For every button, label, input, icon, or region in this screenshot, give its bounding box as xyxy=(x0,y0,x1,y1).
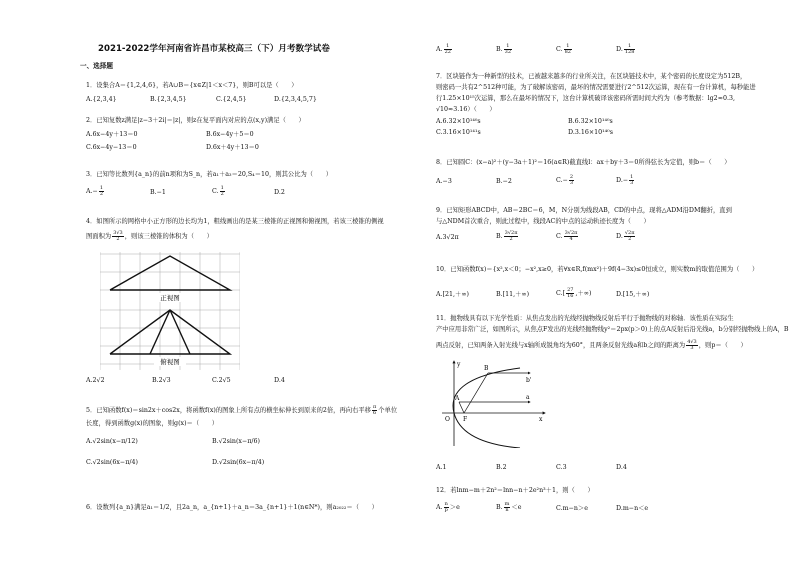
q7-opt-a: A.6.32×10¹⁴⁰s xyxy=(436,118,481,125)
q4-opt-b: B.2√3 xyxy=(152,377,171,384)
q12-opt-c: C.m−n＞e xyxy=(556,505,588,512)
q1-opt-a: A.{2,3,4} xyxy=(86,96,117,103)
q10-opt-b: B.[11,＋∞) xyxy=(496,291,530,298)
q3-opt-d: D.2 xyxy=(274,189,285,196)
q11-line1: 11．抛物线具有以下光学性质：从焦点发出的光线经抛物线反射后平行于抛物线的对称轴．该性质在实际生 xyxy=(436,315,734,322)
q5-opt-b: B.√2sin(x−π/6) xyxy=(212,438,260,445)
q11-opt-b: B.2 xyxy=(496,464,507,471)
q11-line2: 产中应用非常广泛，如图所示，从焦点F发出的光线经抛物线y²＝2px(p＞0)上的点A反射后沿光线a，b分别经抛物线上的A，B xyxy=(436,326,789,333)
point-b-label: B xyxy=(484,365,489,372)
q7-opt-d: D.3.16×10¹⁴⁰s xyxy=(568,129,613,136)
q3-opt-c: C. $\frac{1}{2}$ xyxy=(212,185,224,197)
q7-opt-b: B.6.32×10¹⁴⁰s xyxy=(568,118,613,125)
q9-opt-d: D. $\frac{√2\pi}{2}$ xyxy=(616,230,635,242)
q4-opt-d: D.4 xyxy=(274,377,285,384)
q10-opt-d: D.[15,＋∞) xyxy=(616,291,650,298)
front-view-label: 正视图 xyxy=(160,294,180,302)
top-view-label: 俯视图 xyxy=(160,358,180,366)
focus-label: F xyxy=(463,416,468,423)
q10-opt-c: C.[ $\frac{27}{16}$ ,＋∞) xyxy=(556,287,592,299)
q7-line1: 7．区块链作为一种新型的技术，已被越来越多的行业所关注，在区块链技术中，某个密码的长度设定为512B， xyxy=(436,73,747,80)
origin-label: O xyxy=(445,416,450,423)
q3-stem: 3．已知等比数列{a_n}的前n项和为S_n，若a₁＋a₃＝20,S₄＝10，则其公比为（ ） xyxy=(86,171,332,178)
q10-opt-a: A.[21,＋∞) xyxy=(436,291,470,298)
q8-opt-a: A.−3 xyxy=(436,178,452,185)
q6-opt-b: B. $\frac{1}{32}$ xyxy=(496,43,512,55)
q9-opt-b: B. $\frac{3√2\pi}{2}$ xyxy=(496,230,518,242)
q4-three-view-figure xyxy=(100,252,240,370)
q2-stem: 2．已知复数z满足|z−3＋2i|＝|z|，则z在复平面内对应的点(x,y)满足（ ） xyxy=(86,117,305,124)
q4-opt-a: A.2√2 xyxy=(86,377,105,384)
q5-opt-c: C.√2sin(6x−π/4) xyxy=(86,459,138,466)
ray-b-label: b' xyxy=(526,377,532,384)
q7-line2: 则密码一共有2^512种可能，为了破解该密码，最坏的情况需要进行2^512次运算，现在有一台计算机，每秒能进 xyxy=(436,84,756,91)
left-column xyxy=(78,0,398,562)
q4-stem-line2: 图面积为 $\frac{3√3}{2}$ ，则该三棱锥的体积为（ ） xyxy=(86,230,213,242)
q2-opt-a: A.6x−4y＋13＝0 xyxy=(86,131,138,138)
q4-stem-line1: 4．如图所示的网格中小正方形的边长均为1，粗线画出的是某三棱锥的正视图和俯视图，若该三棱锥的侧视 xyxy=(86,218,384,225)
q5-stem-line2: 长度，得到函数g(x)的图象，则g(x)＝（ ） xyxy=(86,420,219,427)
y-axis-label: y xyxy=(457,361,461,368)
q6-opt-a: A. $\frac{1}{22}$ xyxy=(436,43,451,55)
q9-line2: 与△NDM首次重合，则此过程中，线段AC的中点的运动轨迹长度为（ ） xyxy=(436,218,650,225)
x-axis-label: x xyxy=(539,416,543,423)
q4-opt-c: C.2√5 xyxy=(212,377,231,384)
q12-opt-d: D.m−n＜e xyxy=(616,505,649,512)
q9-opt-c: C. $\frac{3√2\pi}{4}$ xyxy=(556,230,578,242)
q10-stem: 10．已知函数f(x)＝{x²,x＜0；−x²,x≥0，若∀x∈R,f(mx²)＋9f(4−3x)≤0恒成立，则实数m的取值范围为（ ） xyxy=(436,266,759,273)
q9-line1: 9．已知矩形ABCD中，AB＝2BC＝6，M，N分别为线段AB，CD的中点，现将△ADM沿DM翻折，直到 xyxy=(436,207,732,214)
q3-opt-b: B.−1 xyxy=(150,189,166,196)
q11-parabola-figure xyxy=(440,358,550,448)
q5-opt-d: D.√2sin(6x−π/4) xyxy=(212,459,265,466)
q12-stem: 12．若lnm−m＋2n²＝lnn−n＋2e²n³＋1，则（ ） xyxy=(436,487,594,494)
q5-opt-a: A.√2sin(x−π/12) xyxy=(86,438,138,445)
q12-opt-a: A. $\frac{n}{p}$ ＞e xyxy=(436,501,460,513)
q6-opt-c: C. $\frac{1}{82}$ xyxy=(556,43,571,55)
q6-stem: 6．设数列{a_n}满足a₁＝1/2，且2a_n，a_{n+1}＋a_n＝3a_{n+1}＋1(n∈N*)，则a₂₀₂₂＝（ ） xyxy=(86,504,378,511)
q9-opt-a: A.3√2π xyxy=(436,234,459,241)
q1-opt-c: C.{2,4,5} xyxy=(216,96,247,103)
q8-opt-c: C.− $\frac{2}{3}$ xyxy=(556,174,574,186)
q7-opt-c: C.3.16×10¹⁴¹s xyxy=(436,129,481,136)
q2-opt-c: C.6x−4y−13＝0 xyxy=(86,144,137,151)
q5-stem-line1: 5．已知函数f(x)＝sin2x＋cos2x，将函数f(x)的图象上所有点的横坐标伸长到原来的2倍，再向右平移 $\frac{\pi}{6}$ 个单位 xyxy=(86,404,398,416)
ray-a-label: a xyxy=(526,394,530,401)
right-column xyxy=(432,0,789,562)
q11-opt-a: A.1 xyxy=(436,464,447,471)
q8-stem: 8．已知圆C：(x−a)²＋(y−3a＋1)²＝16(a∈R)截直线l：ax＋by＋3＝0所得弦长为定值，则b＝（ ） xyxy=(436,159,731,166)
q11-opt-c: C.3 xyxy=(556,464,567,471)
q8-opt-b: B.−2 xyxy=(496,178,512,185)
section-heading: 一、选择题 xyxy=(80,62,113,70)
q7-line3: 行1.25×10¹⁵次运算，那么在最坏的情况下，这台计算机破译该密码所需时间大约为（参考数据：lg2≈0.3, xyxy=(436,95,735,102)
q2-opt-d: D.6x＋4y＋13＝0 xyxy=(206,144,259,151)
q1-stem: 1．设集合A＝{1,2,4,6}，若A∪B＝{x∈Z|1＜x＜7}，则B可以是（ ） xyxy=(86,82,298,89)
q6-opt-d: D. $\frac{1}{128}$ xyxy=(616,43,635,55)
q11-opt-d: D.4 xyxy=(616,464,627,471)
point-a-label: A xyxy=(455,395,460,402)
q7-line4: √10≈3.16）（ ） xyxy=(436,106,496,113)
q1-opt-b: B.{2,3,4,5} xyxy=(150,96,187,103)
q8-opt-d: D.− $\frac{1}{3}$ xyxy=(616,174,634,186)
q1-opt-d: D.{2,3,4,5,7} xyxy=(274,96,317,103)
q2-opt-b: B.6x−4y＋5＝0 xyxy=(206,131,254,138)
q3-opt-a: A.− $\frac{1}{2}$ xyxy=(86,185,104,197)
q12-opt-b: B. $\frac{m}{n}$ ＜e xyxy=(496,501,522,513)
q11-line3: 两点反射，已知两条入射光线与x轴所成锐角均为60°，且两条反射光线a和b之间的距离为 $\frac{4√3}{3}$ ，则p＝（ ） xyxy=(436,339,747,351)
page-title: 2021-2022学年河南省许昌市某校高三（下）月考数学试卷 xyxy=(98,44,330,54)
